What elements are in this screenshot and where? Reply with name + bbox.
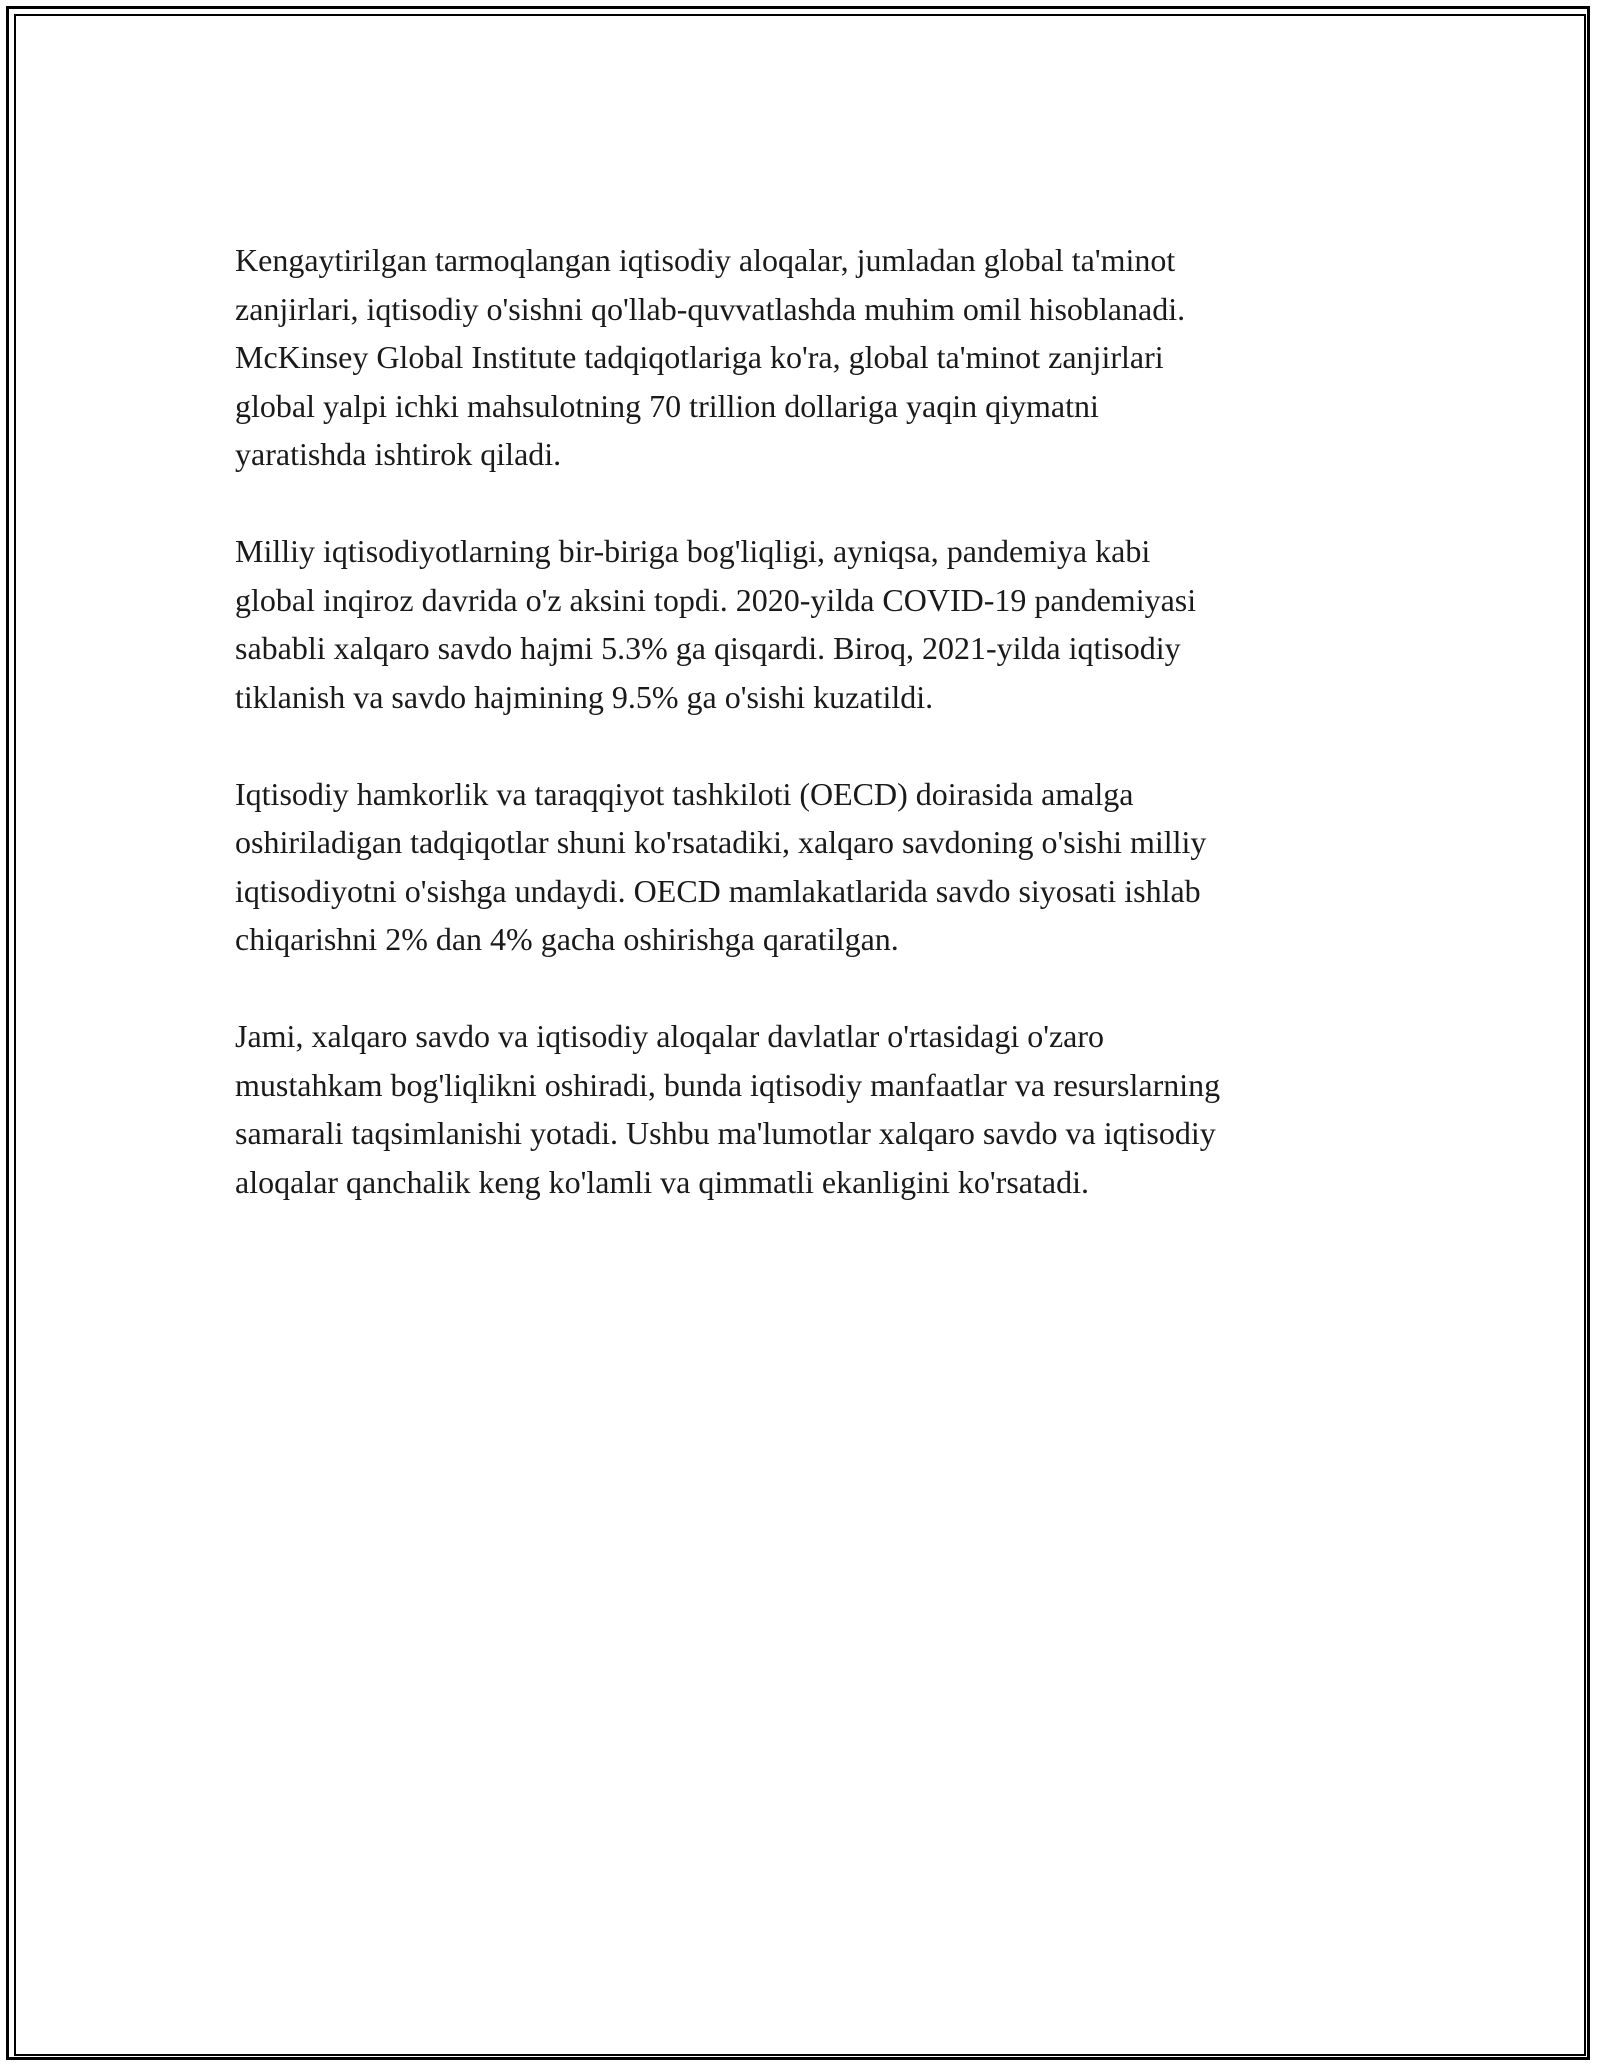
paragraph-line: global yalpi ichki mahsulotning 70 trillion dollariga yaqin qiymatni [235, 387, 1099, 424]
paragraph-line: McKinsey Global Institute tadqiqotlariga ko'ra, global ta'minot zanjirlari [235, 339, 1164, 375]
document-body [235, 236, 1395, 1255]
paragraph-line: zanjirlari, iqtisodiy o'sishni qo'llab-quvvatlashda muhim omil hisoblanadi. [235, 290, 1186, 327]
paragraph-line: mustahkam bog'liqlikni oshiradi, bunda iqtisodiy manfaatlar va resurslarning [235, 1066, 1221, 1103]
paragraph-line: global inqiroz davrida o'z aksini topdi. 2020-yilda COVID-19 pandemiyasi [235, 581, 1197, 618]
paragraph-line: Jami, xalqaro savdo va iqtisodiy aloqalar davlatlar o'rtasidagi o'zaro [235, 1018, 1105, 1054]
paragraph-2 [235, 527, 1395, 721]
paragraph-line: oshiriladigan tadqiqotlar shuni ko'rsatadiki, xalqaro savdoning o'sishi milliy [235, 824, 1207, 860]
paragraph-line: yaratishda ishtirok qiladi. [235, 436, 562, 472]
paragraph-3 [235, 770, 1395, 964]
paragraph-line: Milliy iqtisodiyotlarning bir-biriga bog'liqligi, ayniqsa, pandemiya kabi [235, 533, 1151, 569]
paragraph-line: iqtisodiyotni o'sishga undaydi. OECD mamlakatlarida savdo siyosati ishlab [235, 872, 1201, 909]
paragraph-line: sababli xalqaro savdo hajmi 5.3% ga qisqardi. Biroq, 2021-yilda iqtisodiy [235, 630, 1181, 666]
paragraph-line: chiqarishni 2% dan 4% gacha oshirishga qaratilgan. [235, 921, 899, 957]
paragraph-line: Kengaytirilgan tarmoqlangan iqtisodiy aloqalar, jumladan global ta'minot [235, 242, 1176, 278]
paragraph-1 [235, 236, 1395, 479]
paragraph-line: samarali taqsimlanishi yotadi. Ushbu ma'lumotlar xalqaro savdo va iqtisodiy [235, 1115, 1216, 1151]
paragraph-line: tiklanish va savdo hajmining 9.5% ga o'sishi kuzatildi. [235, 678, 934, 715]
paragraph-4 [235, 1012, 1395, 1206]
paragraph-line: aloqalar qanchalik keng ko'lamli va qimmatli ekanligini ko'rsatadi. [235, 1163, 1089, 1200]
paragraph-line: Iqtisodiy hamkorlik va taraqqiyot tashkiloti (OECD) doirasida amalga [235, 775, 1134, 812]
